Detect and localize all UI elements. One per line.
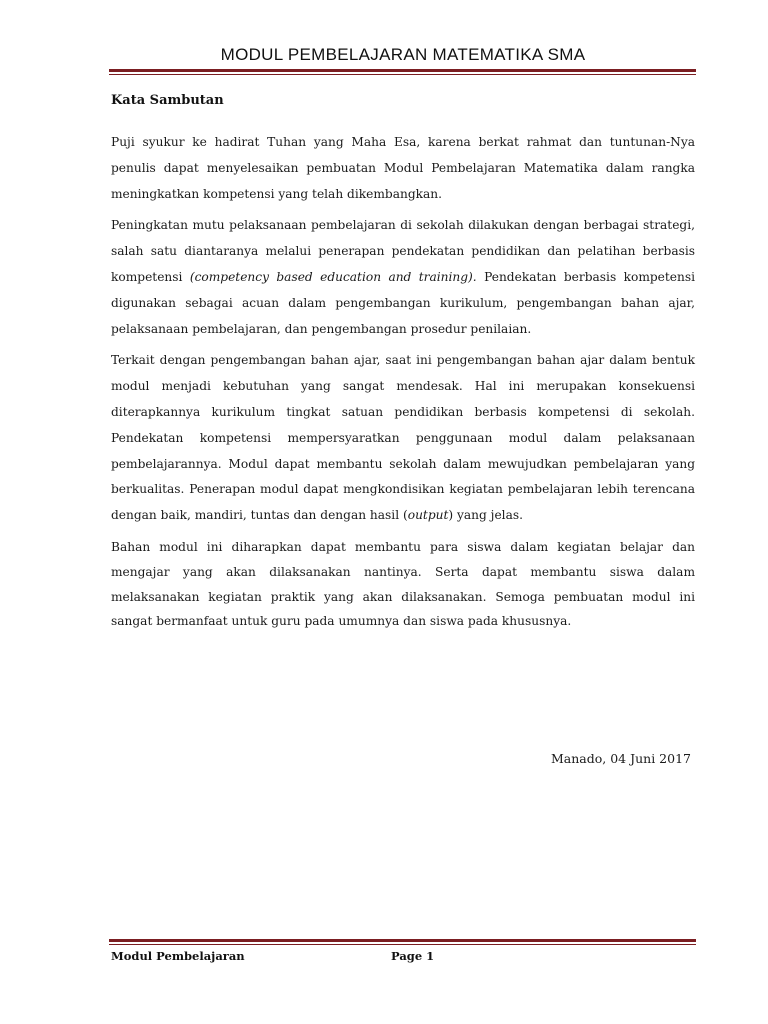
paragraph-4 [111, 535, 695, 634]
paragraph-3 [111, 348, 695, 529]
paragraph-1-text: Puji syukur ke hadirat Tuhan yang Maha Esa, karena berkat rahmat dan tuntunan-Nya penulis dapat menyelesaikan pembuatan Modul Pembelajaran Matematika dalam rangka meningkatkan kompetensi yang telah dikembangkan. [111, 135, 695, 201]
footer-rule-thin [109, 944, 696, 945]
paragraph-1 [111, 130, 695, 207]
paragraph-2-text-b: Pendekatan berbasis kompetensi digunakan sebagai acuan dalam pengembangan kurikulum, pengembangan bahan ajar, pelaksanaan pembelajaran, dan pengembangan prosedur penilaian. [111, 269, 695, 336]
header-rule-thick [109, 69, 696, 72]
footer-title: Modul Pembelajaran [111, 949, 245, 963]
header-rule-thin [109, 74, 696, 75]
section-heading: Kata Sambutan [111, 93, 224, 108]
paragraph-4-text: Bahan modul ini diharapkan dapat membantu para siswa dalam kegiatan belajar dan mengajar yang akan dilaksanakan nantinya. Serta dapat membantu siswa dalam melaksanakan kegiatan praktik yang akan dilaksanakan. Semoga pembuatan modul ini sangat bermanfaat untuk guru pada umumnya dan siswa pada khususnya. [111, 539, 695, 629]
paragraph-2 [111, 213, 695, 342]
paragraph-3-italic: output [407, 508, 449, 523]
paragraph-2-text-a: Peningkatan mutu pelaksanaan pembelajaran di sekolah dilakukan dengan berbagai strategi, salah satu diantaranya melalui penerapan pendekatan pendidikan dan pelatihan berbasis kompetensi [111, 218, 695, 284]
page-header-title: MODUL PEMBELAJARAN MATEMATIKA SMA [220, 45, 586, 64]
paragraph-3-text-a: Terkait dengan pengembangan bahan ajar, saat ini pengembangan bahan ajar dalam bentuk modul menjadi kebutuhan yang sangat mendesak. Hal ini merupakan konsekuensi diterapkannya kurikulum tingkat satuan pendidikan berbasis kompetensi di sekolah. Pendekatan kompetensi mempersyaratkan penggunaan modul dalam pelaksanaan pembelajarannya. Modul dapat membantu sekolah dalam mewujudkan pembelajaran yang berkualitas. Penerapan modul dapat mengkondisikan kegiatan pembelajaran lebih terencana dengan baik, mandiri, tuntas dan dengan hasil ( [111, 353, 695, 523]
signature-place-date: Manado, 04 Juni 2017 [550, 751, 691, 766]
paragraph-2-italic: (competency based education and training). [189, 269, 477, 284]
document-body [111, 130, 695, 640]
footer-rule-thick [109, 939, 696, 942]
page-number: Page 1 [391, 949, 435, 963]
paragraph-3-text-b: ) yang jelas. [448, 508, 523, 523]
